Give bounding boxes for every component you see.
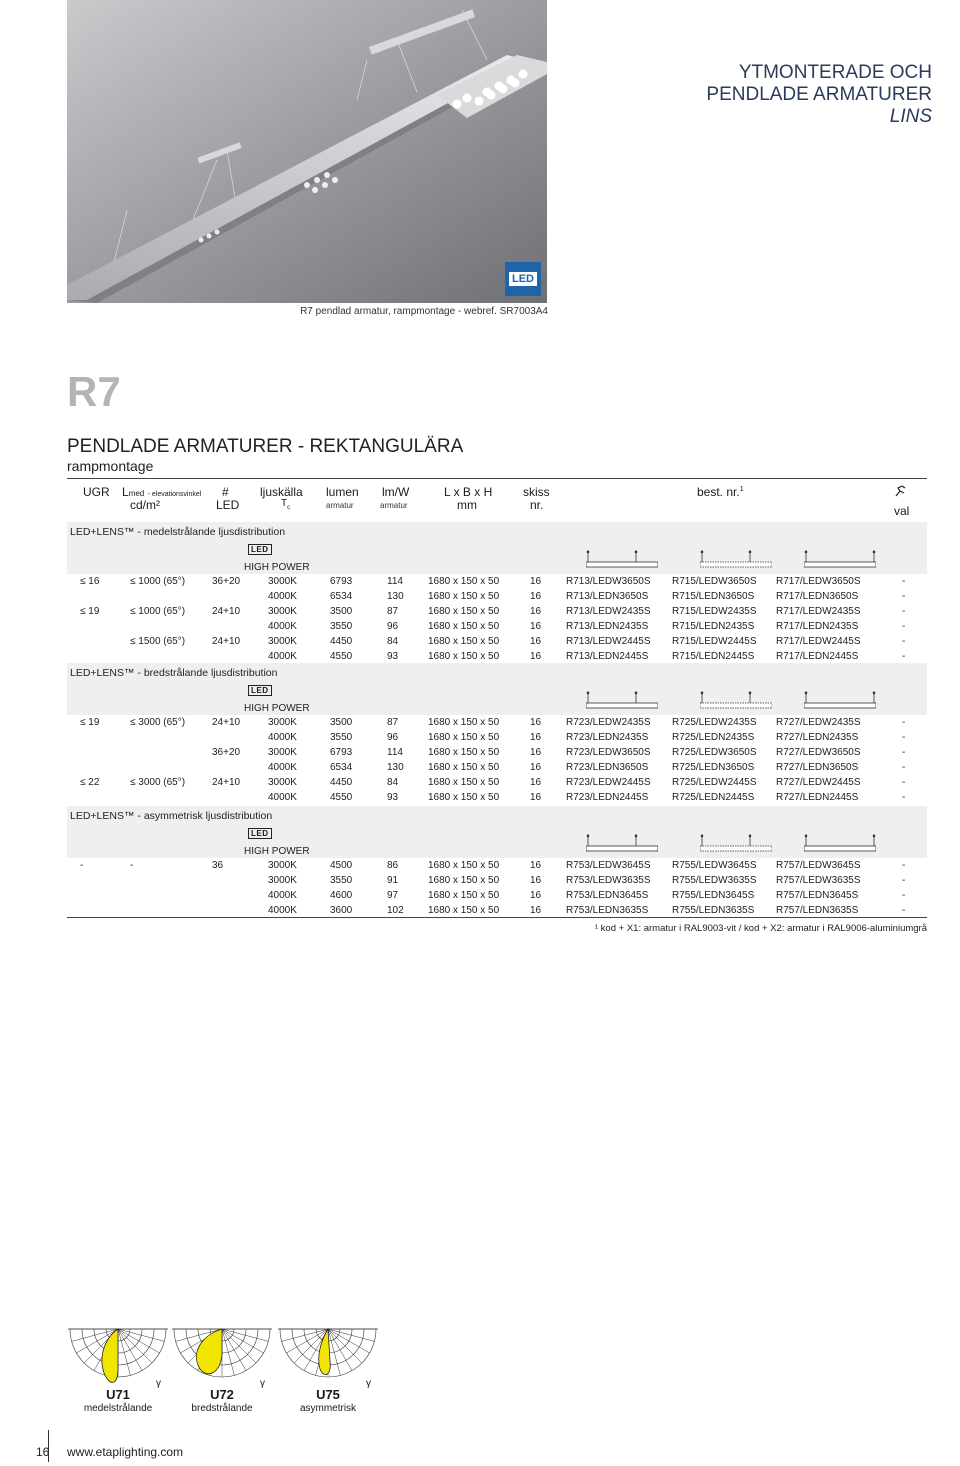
table-cell: 84 (387, 636, 399, 647)
table-cell: 87 (387, 717, 399, 728)
diagram-code: U71 (106, 1387, 130, 1402)
table-cell: R717/LEDN2445S (776, 651, 859, 662)
table-cell: 3000K (268, 747, 297, 758)
table-cell: - (902, 792, 906, 803)
col-lmed-label: L (122, 485, 129, 499)
col-lumen-sub: armatur (326, 501, 354, 510)
col-lmw: lm/W (382, 485, 410, 499)
hero-photo (67, 0, 547, 303)
product-title: PENDLADE ARMATURER - REKTANGULÄRA (67, 436, 464, 457)
table-cell: 4000K (268, 905, 297, 916)
table-cell: - (902, 860, 906, 871)
table-cell: 102 (387, 905, 404, 916)
table-cell: 16 (530, 651, 542, 662)
table-cell: 4600 (330, 890, 353, 901)
table-cell: - (902, 732, 906, 743)
power-label: HIGH POWER (244, 562, 310, 573)
table-cell: R727/LEDW2435S (776, 717, 861, 728)
table-cell: R753/LEDW3645S (566, 860, 651, 871)
table-cell: 1680 x 150 x 50 (428, 651, 500, 662)
table-cell: R755/LEDW3645S (672, 860, 757, 871)
diagram-label: bredstrålande (191, 1403, 253, 1414)
table-cell: - (902, 762, 906, 773)
table-cell: - (902, 717, 906, 728)
polar-diagram-u75 (278, 1325, 378, 1390)
table-cell: 96 (387, 732, 399, 743)
table-cell: 93 (387, 792, 399, 803)
table-cell: 93 (387, 651, 399, 662)
table-cell: 4550 (330, 651, 353, 662)
table-cell: 87 (387, 606, 399, 617)
table-cell: 4000K (268, 762, 297, 773)
mounting-sketch-icon (804, 689, 876, 714)
table-cell: R717/LEDN2435S (776, 621, 859, 632)
gamma-label: γ (366, 1378, 371, 1389)
col-lmed-unit: cd/m² (130, 498, 160, 512)
table-cell: 3000K (268, 777, 297, 788)
table-cell: R725/LEDN3650S (672, 762, 755, 773)
table-cell: - (902, 621, 906, 632)
table-cell: 16 (530, 747, 542, 758)
table-cell: - (902, 591, 906, 602)
table-cell: R713/LEDW2435S (566, 606, 651, 617)
table-cell: 6793 (330, 576, 353, 587)
mounting-sketch-icon (586, 832, 658, 857)
table-cell: R757/LEDN3645S (776, 890, 859, 901)
table-cell: - (902, 651, 906, 662)
led-label: LED (248, 685, 272, 696)
table-cell: R713/LEDW2445S (566, 636, 651, 647)
table-cell: 130 (387, 591, 404, 602)
table-cell: R723/LEDW2435S (566, 717, 651, 728)
col-best (697, 485, 744, 499)
table-cell: 1680 x 150 x 50 (428, 762, 500, 773)
table-cell: 4000K (268, 732, 297, 743)
table-cell: 3000K (268, 875, 297, 886)
mounting-sketch-icon (804, 832, 876, 857)
mounting-sketch-icon (700, 832, 772, 857)
table-cell: 1680 x 150 x 50 (428, 875, 500, 886)
category-heading (706, 62, 932, 128)
diagram-code: U75 (316, 1387, 340, 1402)
table-cell: 3600 (330, 905, 353, 916)
col-skiss: skiss (523, 485, 550, 499)
table-cell: 1680 x 150 x 50 (428, 636, 500, 647)
table-cell: - (902, 777, 906, 788)
table-cell: 3000K (268, 576, 297, 587)
col-source-sub (281, 498, 290, 511)
table-cell: ≤ 19 (80, 717, 100, 728)
page-number: 16 (36, 1445, 50, 1459)
table-cell: 1680 x 150 x 50 (428, 890, 500, 901)
table-cell: R717/LEDW2435S (776, 606, 861, 617)
table-cell: R723/LEDW3650S (566, 747, 651, 758)
table-cell: 91 (387, 875, 399, 886)
footer-url[interactable]: www.etaplighting.com (67, 1445, 184, 1459)
table-cell: 1680 x 150 x 50 (428, 606, 500, 617)
category-line-3: LINS (889, 106, 932, 127)
table-cell: ≤ 3000 (65°) (130, 717, 186, 728)
table-cell: R713/LEDN2435S (566, 621, 649, 632)
table-cell: R727/LEDN3650S (776, 762, 859, 773)
table-cell: R753/LEDN3645S (566, 890, 649, 901)
table-cell: 16 (530, 717, 542, 728)
col-val: val (894, 504, 910, 518)
photo-caption: R7 pendlad armatur, rampmontage - webref. SR7003A4 (300, 306, 548, 317)
table-cell: 1680 x 150 x 50 (428, 860, 500, 871)
pendant-luminaire-illustration (67, 0, 547, 303)
diagram-label: medelstrålande (83, 1403, 153, 1414)
table-top-rule (67, 478, 927, 479)
table-cell: R723/LEDN2445S (566, 792, 649, 803)
col-lmed (122, 485, 201, 499)
gamma-label: γ (260, 1378, 265, 1389)
table-cell: 4500 (330, 860, 353, 871)
table-cell: 3500 (330, 606, 353, 617)
product-code: R7 (67, 368, 121, 415)
table-cell: 4000K (268, 651, 297, 662)
table-cell: 24+10 (212, 606, 241, 617)
table-cell: 1680 x 150 x 50 (428, 717, 500, 728)
table-cell: 84 (387, 777, 399, 788)
col-num-sub: LED (216, 498, 240, 512)
table-cell: R727/LEDW2445S (776, 777, 861, 788)
option-icon (893, 484, 907, 503)
table-cell: 6534 (330, 591, 353, 602)
power-label: HIGH POWER (244, 846, 310, 857)
table-cell: 1680 x 150 x 50 (428, 777, 500, 788)
section-title: LED+LENS™ - bredstrålande ljusdistribution (70, 667, 278, 679)
col-lumen: lumen (326, 485, 359, 499)
table-cell: ≤ 19 (80, 606, 100, 617)
table-cell: R725/LEDN2445S (672, 792, 755, 803)
table-cell: R715/LEDW3650S (672, 576, 757, 587)
table-cell: 4550 (330, 792, 353, 803)
table-cell: R725/LEDN2435S (672, 732, 755, 743)
table-cell: - (902, 875, 906, 886)
table-cell: - (130, 860, 134, 871)
table-cell: 3500 (330, 717, 353, 728)
col-lmw-sub: armatur (380, 501, 408, 510)
table-cell: R757/LEDW3645S (776, 860, 861, 871)
col-source-t: T (281, 498, 288, 509)
col-num: # (222, 485, 229, 499)
led-label: LED (248, 828, 272, 839)
led-label: LED (248, 544, 272, 555)
table-cell: R713/LEDN3650S (566, 591, 649, 602)
table-cell: ≤ 1000 (65°) (130, 606, 186, 617)
table-cell: R715/LEDN2435S (672, 621, 755, 632)
table-cell: R753/LEDW3635S (566, 875, 651, 886)
polar-diagram-u72 (172, 1325, 272, 1390)
table-cell: ≤ 16 (80, 576, 100, 587)
table-cell: 6793 (330, 747, 353, 758)
table-cell: 36 (212, 860, 224, 871)
table-cell: 1680 x 150 x 50 (428, 905, 500, 916)
table-cell: R727/LEDN2435S (776, 732, 859, 743)
table-cell: 16 (530, 792, 542, 803)
table-cell: R713/LEDN2445S (566, 651, 649, 662)
table-cell: R753/LEDN3635S (566, 905, 649, 916)
table-cell: 16 (530, 890, 542, 901)
col-best-label: best. nr. (697, 485, 740, 499)
col-best-sup: 1 (739, 486, 744, 493)
table-cell: 1680 x 150 x 50 (428, 732, 500, 743)
table-cell: R723/LEDW2445S (566, 777, 651, 788)
table-cell: 1680 x 150 x 50 (428, 591, 500, 602)
polar-diagram-u71 (68, 1325, 168, 1390)
table-cell: R727/LEDW3650S (776, 747, 861, 758)
table-cell: R715/LEDN3650S (672, 591, 755, 602)
table-cell: - (902, 606, 906, 617)
table-cell: 3550 (330, 875, 353, 886)
col-source-c: c (287, 505, 291, 511)
table-cell: 1680 x 150 x 50 (428, 576, 500, 587)
category-line-1: YTMONTERADE OCH (738, 62, 932, 83)
table-cell: 3550 (330, 732, 353, 743)
table-cell: ≤ 1000 (65°) (130, 576, 186, 587)
table-cell: R755/LEDW3635S (672, 875, 757, 886)
table-cell: R757/LEDW3635S (776, 875, 861, 886)
col-lmed-note: - elevationsvinkel (147, 491, 202, 498)
diagram-code: U72 (210, 1387, 234, 1402)
table-cell: - (80, 860, 84, 871)
table-cell: 4000K (268, 890, 297, 901)
table-cell: 1680 x 150 x 50 (428, 621, 500, 632)
table-cell: 16 (530, 762, 542, 773)
table-cell: 16 (530, 621, 542, 632)
table-cell: - (902, 905, 906, 916)
table-cell: 4450 (330, 636, 353, 647)
table-cell: 3000K (268, 860, 297, 871)
col-lmed-sub: med (128, 489, 145, 498)
table-cell: - (902, 576, 906, 587)
table-cell: R717/LEDW3650S (776, 576, 861, 587)
table-cell: ≤ 3000 (65°) (130, 777, 186, 788)
diagram-label: asymmetrisk (299, 1403, 357, 1414)
table-cell: - (902, 747, 906, 758)
col-skiss-sub: nr. (530, 498, 544, 512)
table-cell: 4000K (268, 621, 297, 632)
section-title: LED+LENS™ - medelstrålande ljusdistribution (70, 526, 286, 538)
mounting-sketch-icon (700, 689, 772, 714)
table-cell: R725/LEDW2445S (672, 777, 757, 788)
table-cell: 16 (530, 875, 542, 886)
table-cell: 16 (530, 860, 542, 871)
table-cell: 3000K (268, 636, 297, 647)
table-cell: 24+10 (212, 717, 241, 728)
table-cell: 6534 (330, 762, 353, 773)
table-cell: 97 (387, 890, 399, 901)
table-cell: 3000K (268, 717, 297, 728)
table-cell: 16 (530, 777, 542, 788)
table-cell: R723/LEDN3650S (566, 762, 649, 773)
table-cell: R755/LEDN3645S (672, 890, 755, 901)
table-cell: 16 (530, 732, 542, 743)
table-cell: 24+10 (212, 777, 241, 788)
table-cell: R725/LEDW2435S (672, 717, 757, 728)
table-cell: R713/LEDW3650S (566, 576, 651, 587)
table-cell: R715/LEDW2445S (672, 636, 757, 647)
table-cell: 4000K (268, 792, 297, 803)
table-cell: 4450 (330, 777, 353, 788)
table-cell: R715/LEDW2435S (672, 606, 757, 617)
mounting-sketch-icon (586, 548, 658, 573)
table-cell: 36+20 (212, 747, 241, 758)
led-badge (505, 262, 541, 296)
table-cell: R717/LEDN3650S (776, 591, 859, 602)
mounting-sketch-icon (700, 548, 772, 573)
table-cell: 130 (387, 762, 404, 773)
product-subtitle: rampmontage (67, 458, 154, 474)
table-cell: R755/LEDN3635S (672, 905, 755, 916)
mounting-sketch-icon (586, 689, 658, 714)
table-cell: 1680 x 150 x 50 (428, 792, 500, 803)
table-cell: 16 (530, 591, 542, 602)
table-cell: 16 (530, 576, 542, 587)
table-cell: 114 (387, 747, 403, 758)
table-cell: - (902, 890, 906, 901)
table-cell: 24+10 (212, 636, 241, 647)
table-cell: R727/LEDN2445S (776, 792, 859, 803)
col-ugr: UGR (83, 485, 110, 499)
mounting-sketch-icon (804, 548, 876, 573)
table-cell: R757/LEDN3635S (776, 905, 859, 916)
footnote: ¹ kod + X1: armatur i RAL9003-vit / kod + X2: armatur i RAL9006-aluminiumgrå (594, 923, 927, 934)
table-cell: R715/LEDN2445S (672, 651, 755, 662)
table-cell: 96 (387, 621, 399, 632)
table-cell: 36+20 (212, 576, 241, 587)
table-cell: 1680 x 150 x 50 (428, 747, 500, 758)
table-bottom-rule (67, 917, 927, 918)
table-cell: R723/LEDN2435S (566, 732, 649, 743)
col-dim: L x B x H (444, 485, 493, 499)
category-line-2: PENDLADE ARMATURER (706, 84, 932, 105)
table-cell: 3550 (330, 621, 353, 632)
power-label: HIGH POWER (244, 703, 310, 714)
col-dim-sub: mm (457, 498, 477, 512)
table-cell: R717/LEDW2445S (776, 636, 861, 647)
table-cell: R725/LEDW3650S (672, 747, 757, 758)
table-cell: 16 (530, 636, 542, 647)
table-cell: ≤ 22 (80, 777, 100, 788)
gamma-label: γ (156, 1378, 161, 1389)
table-cell: ≤ 1500 (65°) (130, 636, 186, 647)
table-cell: 86 (387, 860, 399, 871)
table-cell: 16 (530, 905, 542, 916)
table-cell: - (902, 636, 906, 647)
table-cell: 4000K (268, 591, 297, 602)
section-title: LED+LENS™ - asymmetrisk ljusdistribution (70, 810, 273, 822)
table-cell: 114 (387, 576, 403, 587)
table-cell: 3000K (268, 606, 297, 617)
table-cell: 16 (530, 606, 542, 617)
col-source: ljuskälla (260, 485, 303, 499)
led-badge-text: LED (509, 272, 537, 286)
